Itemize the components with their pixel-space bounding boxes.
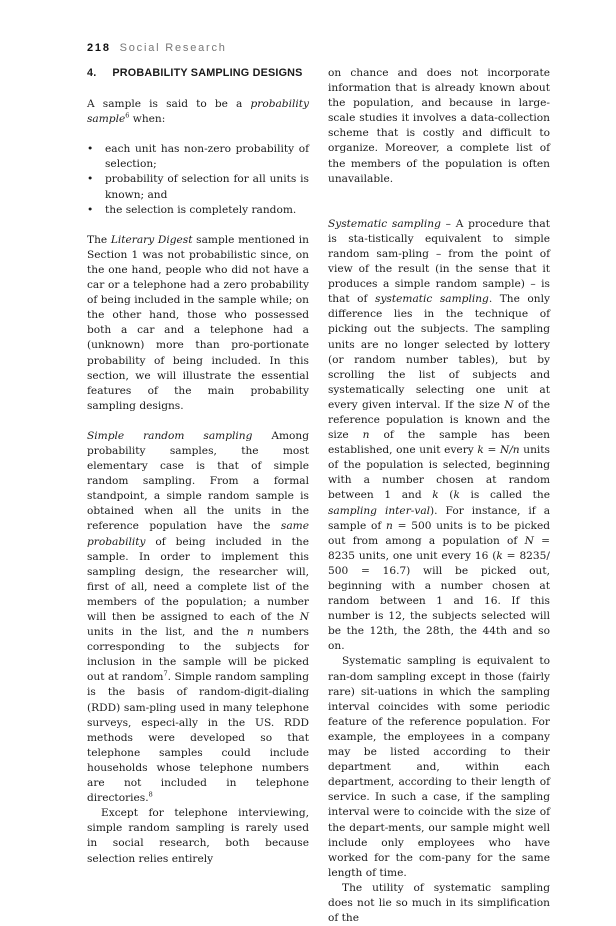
section-heading	[87, 66, 309, 81]
body-paragraph: The Literary Digest sample mentioned in Section 1 was not probabilistic since, on the one hand, people who did not have a car or a telephone had a zero probability of being included in the sample while; on the other hand, those who possessed both a car and a telephone had a (unknown) more than pro-portionate probability of being included. In this section, we will illustrate the essential features of the main probability sampling designs.	[87, 233, 310, 412]
bullet-icon: •	[87, 143, 94, 156]
running-header	[87, 42, 227, 54]
bullet-icon: •	[87, 203, 94, 216]
body-paragraph: Systematic sampling is equivalent to ran-dom sampling except in those (fairly rare) sit-uations in which the sampling interval coincides with some periodic feature of the reference population. For example, the employees in a company may be listed according to their department and, within each department, according to their length of service. In such a case, if the sampling interval were to coincide with the size of the depart-ments, our sample might well include only employees who have worked for the com-pany for the same length of time.	[328, 655, 550, 879]
defined-term: probability sample	[87, 98, 309, 126]
list-item: • the selection is completely random.	[87, 203, 309, 218]
list-item: • probability of selection for all units is known; and	[87, 173, 309, 201]
running-title: Social Research	[119, 42, 227, 54]
list-item: • each unit has non-zero probability of selection;	[87, 143, 309, 171]
subsection-lead: Simple random sampling	[87, 429, 253, 442]
section-number: 4.	[87, 67, 97, 79]
intro-paragraph: A sample is said to be a probability sample$^6$ when:	[87, 98, 309, 126]
section-title: PROBABILITY SAMPLING DESIGNS	[112, 67, 303, 79]
page-number: 218	[87, 42, 111, 54]
body-paragraph: Systematic sampling – A procedure that is sta-tistically equivalent to simple random sam-pling – from the point of view of the result (in the sense that it produces a simple random sample) – is that of systematic sampling. The only difference lies in the technique of picking out the subjects. The sampling units are no longer selected by lottery (or random number tables), but by scrolling the list of subjects and systematically selecting one unit at every given interval. If the size N of the reference population is known and the size n of the sample has been established, one unit every k = N/n units of the population is selected, beginning with a number chosen at random between 1 and k (k is called the sampling inter-val). For instance, if a sample of n = 500 units is to be picked out from among a population of N = 8235 units, one unit every 16 (k = 8235/ 500 = 16.7) will be picked out, beginning with a number chosen at random between 1 and 16. If this number is 12, the subjects selected will be the 12th, the 28th, the 44th and so on.	[328, 217, 551, 653]
left-column	[87, 66, 309, 867]
footnote-ref: 7	[163, 669, 168, 678]
body-paragraph: The utility of systematic sampling does not lie so much in its simplification of the	[328, 881, 550, 925]
subsection-lead: Systematic sampling	[328, 217, 441, 230]
formula: k = N/n	[477, 444, 520, 457]
criteria-list	[87, 142, 309, 217]
body-paragraph: Except for telephone interviewing, simple random sampling is rarely used in social research, both because selection relies entirely	[87, 807, 309, 865]
footnote-ref: 8	[148, 790, 153, 799]
body-paragraph: on chance and does not incorporate information that is already known about the population, and because in large-scale studies it involves a data-collection scheme that is costly and difficult to organize. Moreover, a complete list of the members of the population is often unavailable.	[328, 67, 550, 185]
bullet-icon: •	[87, 173, 94, 186]
footnote-ref: 6	[125, 111, 130, 120]
right-column	[328, 66, 550, 926]
body-paragraph: Simple random sampling Among probability samples, the most elementary case is that of simple random sampling. From a formal standpoint, a simple random sample is obtained when all the units in the reference population have the same probability of being included in the sample. In order to implement this sampling design, the researcher will, first of all, need a complete list of the members of the population; a number will then be assigned to each of the N units in the list, and the n numbers corresponding to the subjects for inclusion in the sample will be picked out at random$^7$. Simple random sampling is the basis of random-digit-dialing (RDD) sam-pling used in many telephone surveys, especi-ally in the US. RDD methods were developed so that telephone samples could include households whose telephone numbers are not included in telephone directories.$^8$	[87, 429, 310, 805]
